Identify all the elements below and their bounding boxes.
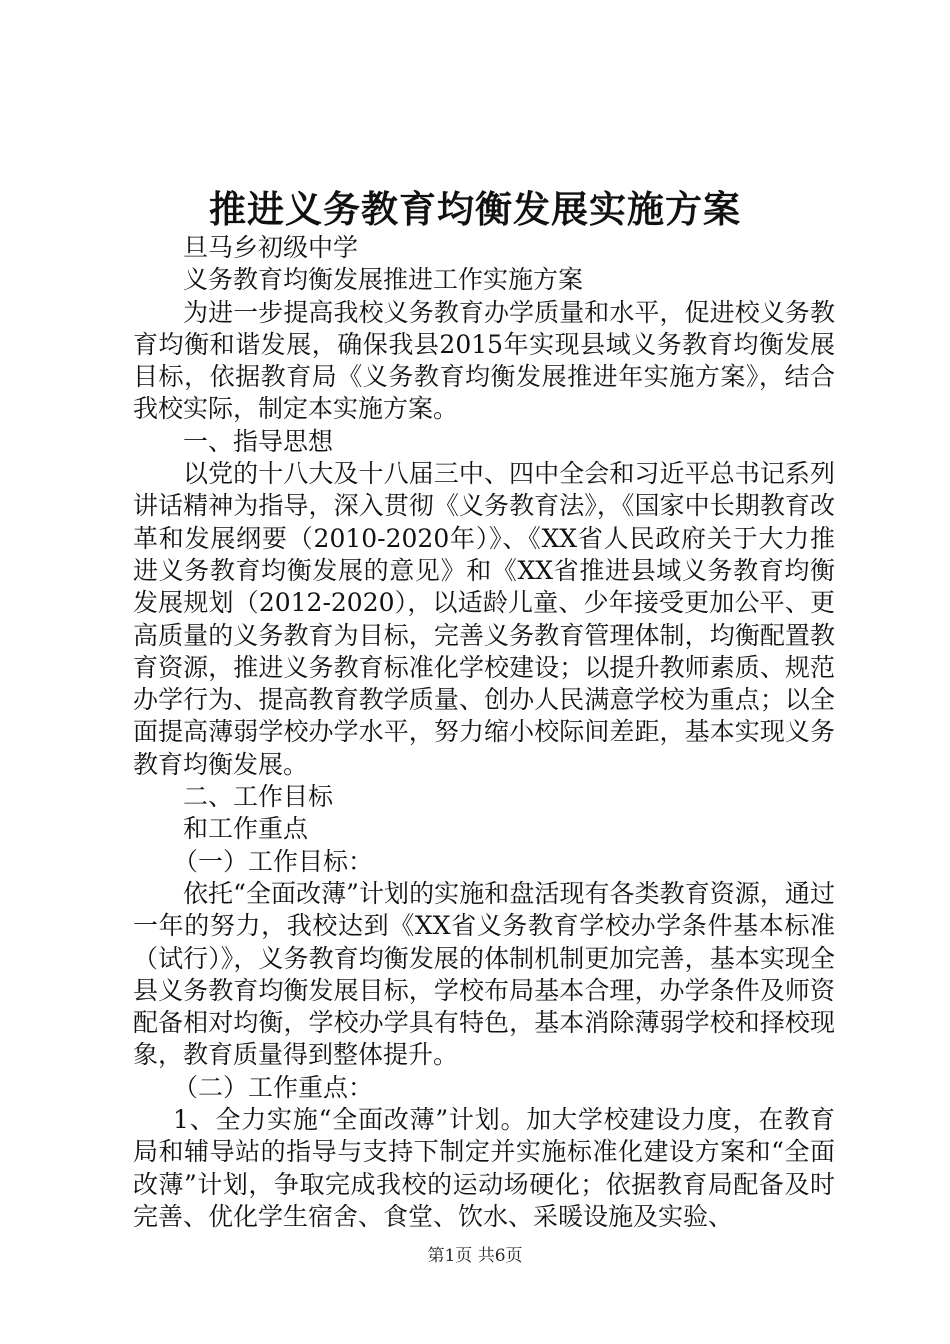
document-body bbox=[133, 232, 835, 1233]
subsection-heading-goals: （一）工作目标： bbox=[173, 846, 374, 876]
paragraph-guiding-thought: 以党的十八大及十八届三中、四中全会和习近平总书记系列讲话精神为指导，深入贯彻《义务教育法》，《国家中长期教育改革和发展纲要（2010-2020年）》、《XX省人民政府关于大力推进义务教育均衡发展的意见》和《XX省推进县域义务教育均衡发展规划（2012-2020），以适龄儿童、少年接受更加公平、更高质量的义务教育为目标，完善义务教育管理体制，均衡配置教育资源，推进义务教育标准化学校建设；以提升教师素质、规范办学行为、提高教育教学质量、创办人民满意学校为重点；以全面提高薄弱学校办学水平，努力缩小校际间差距，基本实现义务教育均衡发展。 bbox=[133, 459, 835, 779]
section-heading-work-goals: 二、工作目标 bbox=[183, 782, 334, 812]
document-title: 推进义务教育均衡发展实施方案 bbox=[209, 187, 741, 231]
section-heading-guiding-thought: 一、指导思想 bbox=[183, 426, 334, 456]
paragraph-goals: 依托“全面改薄”计划的实施和盘活现有各类教育资源，通过一年的努力，我校达到《XX省义务教育学校办学条件基本标准（试行）》，义务教育均衡发展的体制机制更加完善，基本实现全县义务教育均衡发展目标，学校布局基本合理，办学条件及师资配备相对均衡，学校办学具有特色，基本消除薄弱学校和择校现象，教育质量得到整体提升。 bbox=[133, 878, 835, 1070]
paragraph-intro: 为进一步提高我校义务教育办学质量和水平，促进校义务教育均衡和谐发展，确保我县2015年实现县域义务教育均衡发展目标，依据教育局《义务教育均衡发展推进年实施方案》，结合我校实际，制定本实施方案。 bbox=[133, 297, 835, 424]
paragraph-focus-item-1: 1、全力实施“全面改薄”计划。加大学校建设力度，在教育局和辅导站的指导与支持下制定并实施标准化建设方案和“全面改薄”计划，争取完成我校的运动场硬化；依据教育局配备及时完善、优化学生宿舍、食堂、饮水、采暖设施及实验、 bbox=[133, 1105, 835, 1231]
paragraph-subtitle: 义务教育均衡发展推进工作实施方案 bbox=[183, 265, 584, 295]
subsection-heading-focus: （二）工作重点： bbox=[173, 1072, 374, 1102]
page-footer: 第1页 共6页 bbox=[427, 1246, 523, 1266]
section-heading-work-focus: 和工作重点 bbox=[183, 814, 309, 844]
paragraph-school-name: 旦马乡初级中学 bbox=[183, 233, 359, 262]
